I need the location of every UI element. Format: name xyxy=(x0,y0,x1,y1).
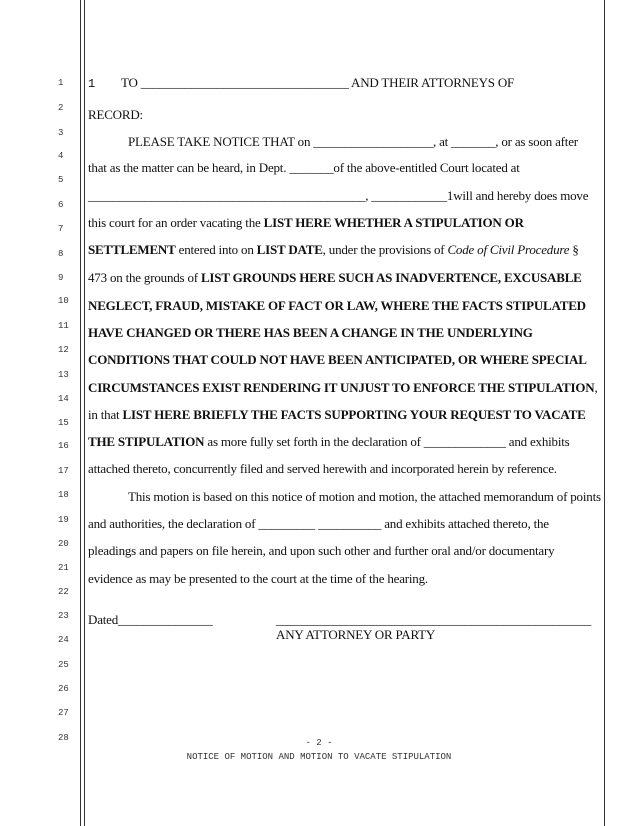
line-number: 3 xyxy=(58,128,64,138)
body-line: attached thereto, concurrently filed and served herewith and incorporated herein by reference. xyxy=(88,461,557,476)
left-margin-rule-inner xyxy=(84,0,85,826)
record-line: RECORD: xyxy=(88,107,143,122)
line-number: 2 xyxy=(58,103,64,113)
grounds-placeholder: LIST GROUNDS HERE SUCH AS INADVERTENCE, EXCUSABLE xyxy=(200,270,582,285)
line-number: 20 xyxy=(58,539,69,549)
left-margin-rule-outer xyxy=(80,0,81,826)
line-number: 23 xyxy=(58,611,69,621)
line-number: 26 xyxy=(58,684,69,694)
stipulation-placeholder: LIST HERE WHETHER A STIPULATION OR xyxy=(263,215,524,230)
facts-placeholder: THE STIPULATION xyxy=(88,434,205,449)
line-number: 16 xyxy=(58,441,69,451)
body-line: ____________________________________________, ____________1will and hereby does move xyxy=(88,188,589,203)
addressee-line xyxy=(88,75,514,91)
text: this court for an order vacating the xyxy=(88,215,264,230)
line-number: 15 xyxy=(58,418,69,428)
body-line: that as the matter can be heard, in Dept. _______of the above-entitled Court located at xyxy=(88,160,520,175)
settlement-placeholder: SETTLEMENT xyxy=(88,242,176,257)
text: § xyxy=(569,242,579,257)
text: entered into on xyxy=(175,242,257,257)
line-number: 27 xyxy=(58,708,69,718)
text: in that xyxy=(88,407,123,422)
to-label: TO xyxy=(121,75,138,90)
body-line xyxy=(88,325,533,341)
line-number: 7 xyxy=(58,224,64,234)
text: , xyxy=(594,380,598,395)
text: 473 on the grounds of xyxy=(88,270,201,285)
signature-line: __________________________________________________ xyxy=(276,612,592,627)
body-line xyxy=(88,298,586,314)
page-number: - 2 - xyxy=(305,738,333,748)
line-number: 24 xyxy=(58,635,69,645)
line-number: 13 xyxy=(58,370,69,380)
text: , under the provisions of xyxy=(322,242,448,257)
statute-name: Code of Civil Procedure xyxy=(447,242,570,257)
grounds-placeholder: CIRCUMSTANCES EXIST RENDERING IT UNJUST TO ENFORCE THE STIPULATION xyxy=(88,380,595,395)
body-line xyxy=(88,352,587,368)
body-line: pleadings and papers on file herein, and upon such other and further oral and/or documentary xyxy=(88,543,555,558)
line-number: 22 xyxy=(58,587,69,597)
grounds-placeholder: NEGLECT, FRAUD, MISTAKE OF FACT OR LAW, WHERE THE FACTS STIPULATED xyxy=(88,298,586,313)
grounds-placeholder: CONDITIONS THAT COULD NOT HAVE BEEN ANTICIPATED, OR WHERE SPECIAL xyxy=(88,352,587,367)
line-number: 5 xyxy=(58,175,64,185)
line-number: 14 xyxy=(58,394,69,404)
line-number: 19 xyxy=(58,515,69,525)
line-number: 4 xyxy=(58,151,64,161)
line-number: 8 xyxy=(58,249,64,259)
line-number: 17 xyxy=(58,466,69,476)
footer-title: NOTICE OF MOTION AND MOTION TO VACATE STIPULATION xyxy=(186,752,452,762)
addressee-rest: AND THEIR ATTORNEYS OF xyxy=(351,75,515,90)
line-number: 11 xyxy=(58,321,69,331)
line-number: 12 xyxy=(58,345,69,355)
body-line xyxy=(88,215,524,231)
body-line xyxy=(88,380,598,396)
line-number: 6 xyxy=(58,200,64,210)
body-line xyxy=(88,242,579,258)
stray-line-number: 1 xyxy=(88,77,96,91)
line-number: 21 xyxy=(58,563,69,573)
line-number: 25 xyxy=(58,660,69,670)
addressee-blank: _________________________________ xyxy=(140,75,349,90)
body-line xyxy=(88,270,582,286)
right-margin-rule xyxy=(604,0,605,826)
body-line: and authorities, the declaration of _________ __________ and exhibits attached thereto, the xyxy=(88,516,549,531)
line-number: 18 xyxy=(58,490,69,500)
body-line xyxy=(88,434,570,450)
text: as more fully set forth in the declaration of _____________ and exhibits xyxy=(204,434,570,449)
line-number: 28 xyxy=(58,733,69,743)
notice-line: PLEASE TAKE NOTICE THAT on ___________________, at _______, or as soon after xyxy=(128,134,578,149)
line-number: 10 xyxy=(58,296,69,306)
signature-label: ANY ATTORNEY OR PARTY xyxy=(276,627,436,642)
line-number: 1 xyxy=(58,78,64,88)
date-placeholder: LIST DATE xyxy=(256,242,323,257)
grounds-placeholder: HAVE CHANGED OR THERE HAS BEEN A CHANGE IN THE UNDERLYING xyxy=(88,325,533,340)
body-line: evidence as may be presented to the court at the time of the hearing. xyxy=(88,571,428,586)
dated-field: Dated_______________ xyxy=(88,612,213,627)
facts-placeholder: LIST HERE BRIEFLY THE FACTS SUPPORTING YOUR REQUEST TO VACATE xyxy=(122,407,586,422)
body-line: This motion is based on this notice of motion and motion, the attached memorandum of points xyxy=(128,489,601,504)
body-line xyxy=(88,407,586,423)
line-number: 9 xyxy=(58,273,64,283)
